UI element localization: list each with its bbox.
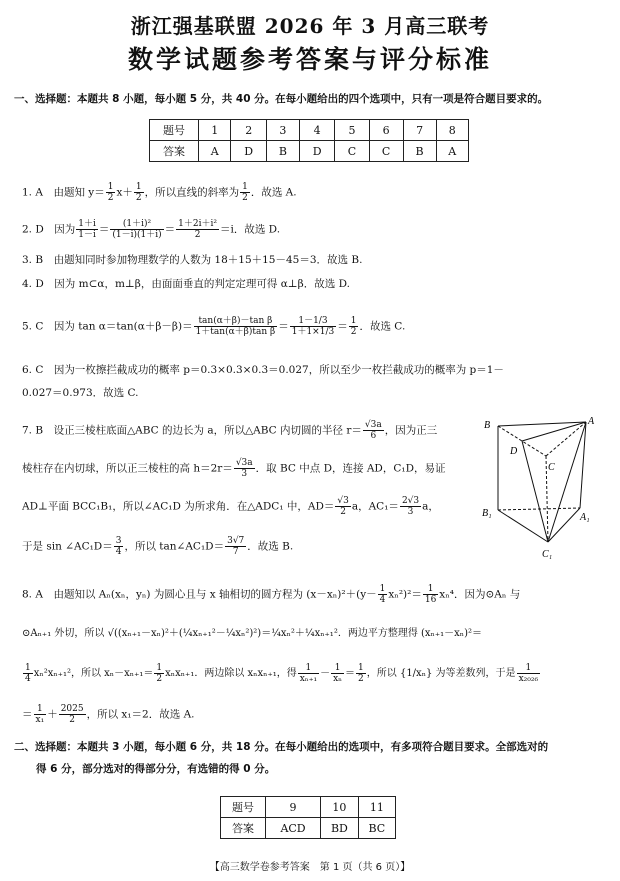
solution-text: 棱柱存在内切球，所以正三棱柱的高 h＝2r＝ [22,462,233,475]
table-cell: 4 [299,120,335,141]
edge-AA1 [580,422,586,508]
solution-8-line1: 8. A 由题知以 Aₙ(xₙ，yₙ) 为圆心且与 x 轴相切的圆方程为 (x－xₙ)²＋(y－ $\frac{1}{4}$ xₙ²)²＝ $\frac{1}{16}$ xₙ⁴．因为⊙Aₙ 与 [22,584,521,605]
table-cell: 10 [321,797,359,818]
fraction: $\frac{√3a}{6}$ [364,420,382,441]
table-cell: D [299,141,335,162]
section2-heading-line1: 二、选择题：本题共 3 小题，每小题 6 分，共 18 分。在每小题给出的选项中，有多项符合题目要求。全部选对的 [14,741,549,753]
fraction: $\frac{2025}{2}$ [60,704,84,725]
label-B1: B₁ [482,508,492,519]
solution-8-line2: ⊙Aₙ₊₁ 外切，所以 √((xₙ₊₁－xₙ)²＋(¼xₙ₊₁²－¼xₙ²)²)＝¼xₙ²＋¼xₙ₊₁²．两边平方整理得 (xₙ₊₁－xₙ)²＝ [22,628,483,639]
solution-text: 7. B 设正三棱柱底面△ABC 的边长为 a，所以△ABC 内切圆的半径 r＝ [22,424,362,437]
edge-DC1 [522,441,548,542]
fraction: $\frac{1-1/3}{1+1\times 1/3}$ [291,316,335,337]
label-A1: A₁ [580,512,590,523]
solution-text: x＋ [116,186,133,199]
page-footer: 【高三数学卷参考答案 第 1 页（共 6 页）】 [209,862,411,873]
document-subtitle: 数学试题参考答案与评分标准 [127,45,492,74]
answer-table-2 [220,796,396,839]
label-B: B [484,420,491,431]
solution-8-line3: $\frac{1}{4}$ xₙ²xₙ₊₁²，所以 xₙ－xₙ₊₁＝ $\frac{1}{2}$ xₙxₙ₊₁．两边除以 xₙxₙ₊₁，得 $\frac{1}{\text{xₙ₊₁}}$ － $\frac{1}{\text{xₙ}}$ ＝ $\frac{1}{2}$ ，所以 {1/xₙ} 为等差数列，于是 $\frac{1}{\text{x₂₀₂₆}}$ [25,663,539,684]
fraction: $\frac{1}{2}$ [242,182,248,203]
table-cell: ACD [266,818,321,839]
table-cell: 9 [266,797,321,818]
section2-heading-line2: 得 6 分，部分选对的得部分分，有选错的得 0 分。 [36,763,276,775]
table-cell: BC [358,818,395,839]
fraction: $\frac{3√7}{7}$ [227,536,245,557]
section1-heading: 一、选择题：本题共 8 小题，每小题 5 分，共 40 分。在每小题给出的四个选项中，只有一项是符合题目要求的。 [14,93,549,105]
solution-text: ．取 BC 中点 D，连接 AD，C₁D，易证 [255,462,446,475]
solution-7-line2 [22,458,480,479]
solution-7-line1 [22,420,480,441]
fraction: $\frac{1}{16}$ [424,584,437,605]
fraction: $\frac{1}{2}$ [358,663,364,684]
table-cell: A [199,141,231,162]
solution-6-line2: 0.027＝0.973．故选 C. [22,387,139,399]
fraction: $\frac{\text{tan(α＋β)－tan β}}{\text{1＋tan(α＋β)tan β}}$ [195,316,276,337]
solution-7-line4: 于是 sin ∠AC₁D＝ $\frac{3}{4}$ ，所以 tan∠AC₁D＝ $\frac{3√7}{7}$ ．故选 B. [22,536,294,557]
table-cell: 5 [335,120,369,141]
solution-text: ＝i．故选 D. [219,223,281,236]
solution-5: 5. C 因为 tan α＝tan(α＋β－β)＝ $\frac{\text{tan(α＋β)－tan β}}{\text{1＋tan(α＋β)tan β}}$ ＝ $\frac{1-1/3}{1+1\times 1/3}$ ＝ $\frac{1}{2}$ ．故选 C. [22,316,406,337]
table-row [150,120,469,141]
table-cell: C [369,141,403,162]
solution-text: 于是 sin ∠AC₁D＝ [22,540,113,553]
table-cell: 题号 [221,797,266,818]
table-cell: 答案 [221,818,266,839]
answer-table-1 [149,119,469,162]
table-row [150,141,469,162]
solution-8-line4: ＝ $\frac{1}{\text{x₁}}$ ＋ $\frac{2025}{2}$ ，所以 x₁＝2．故选 A. [22,704,195,725]
fraction: $\frac{√3a}{3}$ [235,458,253,479]
fraction: $\frac{1}{\text{x₂₀₂₆}}$ [518,663,539,684]
table-cell: B [266,141,299,162]
table-cell: C [335,141,369,162]
solution-text: ，因为正三 [384,424,438,437]
solution-7-line3: AD⊥平面 BCC₁B₁，所以∠AC₁D 为所求角．在△ADC₁ 中，AD＝ $\frac{√3}{2}$ a，AC₁＝ $\frac{2√3}{3}$ a， [22,496,439,517]
fraction: $\frac{1}{2}$ [135,182,142,203]
table-cell: 6 [369,120,403,141]
fraction: $\frac{3}{4}$ [115,536,122,557]
label-D: D [510,446,518,457]
solution-text: 1. A 由题知 y＝ [22,186,105,199]
table-cell: 7 [403,120,436,141]
edge-CA [546,422,586,456]
table-row [221,818,396,839]
table-cell: 8 [436,120,468,141]
edge-AC1 [548,422,586,542]
fraction: $\frac{1}{\text{xₙ₊₁}}$ [299,663,318,684]
solution-4: 4. D 因为 m⊂α，m⊥β，由面面垂直的判定定理可得 α⊥β．故选 D. [22,278,350,290]
solution-text: 2. D 因为 [22,223,76,236]
solution-1 [22,182,606,203]
fraction: $\frac{1}{\text{x₁}}$ [35,704,45,725]
table-cell: A [436,141,468,162]
fraction: $\frac{1}{2}$ [350,316,357,337]
label-C1: C₁ [542,549,553,560]
fraction: $\frac{1}{2}$ [107,182,114,203]
table-cell: 题号 [150,120,199,141]
solution-6-line1: 6. C 因为一枚擦拦截成功的概率 p＝0.3×0.3×0.3＝0.027，所以至少一枚拦截成功的概率为 p＝1－ [22,364,504,376]
fraction: $\frac{1}{\text{xₙ}}$ [333,663,343,684]
solution-text: AD⊥平面 BCC₁B₁，所以∠AC₁D 为所求角．在△ADC₁ 中，AD＝ [22,500,335,513]
table-cell: 3 [266,120,299,141]
solution-text: ．故选 A. [250,186,297,199]
solution-3: 3. B 由题知同时参加物理数学的人数为 18＋15＋15－45＝3．故选 B. [22,254,363,266]
label-A: A [588,416,595,427]
label-C: C [548,462,555,473]
fraction: $\frac{\text{(1＋i)²}}{(1-i)(1+i)}$ [112,219,162,240]
fraction: $\frac{1+i}{1-i}$ [78,219,96,240]
table-cell: 答案 [150,141,199,162]
solution-text: 8. A 由题知以 Aₙ(xₙ，yₙ) 为圆心且与 x 轴相切的圆方程为 (x－xₙ)²＋(y－ [22,588,377,601]
table-cell: 2 [231,120,267,141]
solution-2: 2. D 因为 $\frac{1+i}{1-i}$ ＝ $\frac{\text{(1＋i)²}}{(1-i)(1+i)}$ ＝ $\frac{\text{1＋2i＋i²}}{2}$ ＝i．故选 D. [22,219,281,240]
table-cell: D [231,141,267,162]
table-cell: B [403,141,436,162]
solution-text: ，所以直线的斜率为 [144,186,240,199]
table-cell: 11 [358,797,395,818]
fraction: $\frac{√3}{2}$ [337,496,349,517]
fraction: $\frac{\text{1＋2i＋i²}}{2}$ [178,219,217,240]
table-cell: BD [321,818,359,839]
solution-text: 5. C 因为 tan α＝tan(α＋β－β)＝ [22,320,193,333]
table-cell: 1 [199,120,231,141]
edge-C1A1 [548,508,580,542]
solution-text: ．故选 C. [359,320,406,333]
prism-figure [480,412,600,562]
fraction: $\frac{1}{2}$ [156,663,163,684]
fraction: $\frac{1}{4}$ [25,663,31,684]
fraction: $\frac{1}{4}$ [379,584,386,605]
table-row [221,797,396,818]
fraction: $\frac{2√3}{3}$ [401,496,420,517]
document-title: 浙江强基联盟 2026 年 3 月高三联考 [130,14,490,38]
